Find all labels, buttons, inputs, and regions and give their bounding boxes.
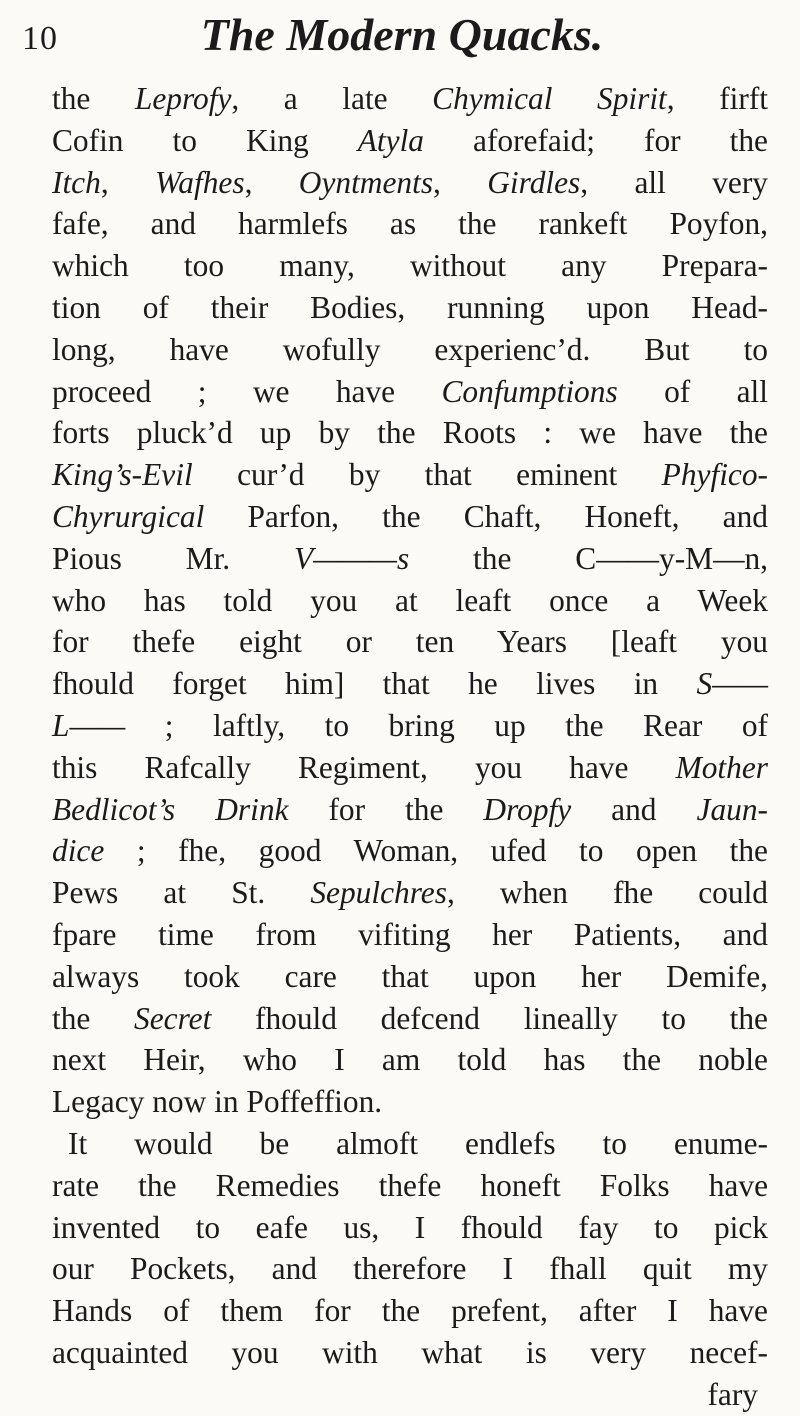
text-run: It would be almoft endlefs to enume- — [68, 1125, 768, 1161]
text-line — [52, 956, 768, 998]
italic-text: Mother — [675, 749, 768, 785]
text-line — [52, 1248, 768, 1290]
text-line — [52, 1123, 768, 1165]
text-run: Hands of them for the prefent, after I have — [52, 1293, 768, 1329]
text-run: , all very — [580, 164, 769, 200]
text-run: and — [571, 791, 697, 827]
text-line — [52, 830, 768, 872]
text-line — [52, 454, 768, 496]
text-run: fhould forget him] that he lives in — [52, 666, 697, 702]
italic-text: V———s — [294, 540, 410, 576]
text-run: Pews at St. — [52, 875, 311, 911]
text-run: , — [433, 164, 488, 200]
italic-text: Jaun- — [696, 791, 768, 827]
text-run: aforefaid; for the — [424, 122, 768, 158]
text-run: this Rafcally Regiment, you have — [52, 749, 676, 785]
italic-text: Chyrurgical — [52, 498, 205, 534]
text-line — [52, 329, 768, 371]
italic-text: King’s-Evil — [52, 457, 193, 493]
text-run: our Pockets, and therefore I fhall quit my — [52, 1251, 768, 1287]
text-line — [52, 1290, 768, 1332]
text-run: forts pluck’d up by the Roots : we have the — [52, 415, 768, 451]
text-run: fpare time from vifiting her Patients, and — [52, 916, 768, 952]
text-line — [52, 245, 768, 287]
body-text — [52, 78, 768, 1416]
text-run: next Heir, who I am told has the noble — [52, 1042, 768, 1078]
text-run: , — [244, 164, 299, 200]
italic-text: Leprofy — [134, 81, 232, 116]
italic-text: Dropfy — [483, 791, 572, 827]
italic-text: Wafhes — [155, 164, 245, 200]
italic-text: Girdles — [487, 164, 581, 200]
text-run: , when fhe could — [446, 875, 768, 911]
text-run: , a late — [231, 81, 433, 116]
text-run: fafe, and harmlefs as the rankeft Poyfon, — [52, 206, 768, 242]
text-run: Parfon, the Chaft, Honeft, and — [204, 498, 768, 534]
text-line — [52, 580, 768, 622]
text-run: which too many, without any Prepara- — [52, 248, 768, 284]
text-line — [52, 1081, 768, 1123]
text-run: for the — [288, 791, 484, 827]
italic-text: Bedlicot’s — [52, 791, 176, 827]
italic-text: Oyntments — [298, 164, 434, 200]
italic-text: Secret — [134, 1000, 212, 1036]
text-line — [52, 538, 768, 580]
running-title: The Modern Quacks. — [200, 9, 604, 60]
text-line — [52, 621, 768, 663]
text-run: tion of their Bodies, running upon Head- — [52, 289, 768, 325]
text-run: long, have wofully experienc’d. But to — [52, 331, 768, 367]
text-line — [52, 496, 768, 538]
text-line — [52, 162, 768, 204]
italic-text: Confumptions — [441, 373, 618, 409]
text-run — [175, 792, 215, 827]
text-run: of all — [617, 373, 768, 409]
italic-text: Chymical Spirit — [432, 81, 667, 116]
italic-text: Atyla — [357, 122, 424, 158]
text-line — [52, 120, 768, 162]
text-line — [52, 705, 768, 747]
text-run: Pious Mr. — [52, 540, 295, 576]
text-run: , firft — [666, 81, 768, 116]
text-run: Legacy now in Poffeffion. — [52, 1084, 383, 1120]
italic-text: Itch — [52, 164, 101, 200]
text-line — [52, 1332, 768, 1374]
italic-text: Drink — [215, 791, 289, 827]
italic-text: L—— — [52, 707, 126, 743]
text-run: invented to eafe us, I fhould fay to pick — [52, 1209, 768, 1245]
italic-text: dice — [52, 833, 105, 869]
text-line — [52, 914, 768, 956]
text-run: the C——y-M—n, — [409, 540, 768, 576]
text-line — [52, 1207, 768, 1249]
italic-text: S—— — [696, 666, 768, 702]
text-line — [52, 663, 768, 705]
text-run: fary — [707, 1376, 758, 1412]
text-line — [52, 872, 768, 914]
text-run: ; fhe, good Woman, ufed to open the — [104, 833, 768, 869]
text-run: fhould defcend lineally to the — [211, 1000, 768, 1036]
text-run: who has told you at leaft once a Week — [52, 582, 768, 618]
text-line — [52, 1039, 768, 1081]
page-number: 10 — [22, 20, 58, 57]
text-line — [52, 371, 768, 413]
text-run: , — [100, 164, 156, 200]
text-run: always took care that upon her Demife, — [52, 958, 768, 994]
text-line — [52, 998, 768, 1040]
text-line — [52, 412, 768, 454]
text-line — [52, 203, 768, 245]
text-line — [52, 1165, 768, 1207]
italic-text: Phyfico- — [661, 457, 768, 493]
text-line — [52, 78, 768, 120]
text-run: cur’d by that eminent — [192, 457, 662, 493]
text-run: for thefe eight or ten Years [leaft you — [52, 624, 768, 660]
text-run: rate the Remedies thefe honeft Folks have — [52, 1167, 768, 1203]
text-run: ; laftly, to bring up the Rear of — [125, 707, 768, 743]
page-header — [22, 6, 782, 70]
text-line — [52, 789, 768, 831]
text-run: the — [52, 81, 135, 116]
text-line — [52, 287, 768, 329]
text-run: proceed ; we have — [52, 373, 442, 409]
text-run: Cofin to King — [52, 122, 358, 158]
text-run: the — [52, 1000, 135, 1036]
text-line — [52, 747, 768, 789]
italic-text: Sepulchres — [310, 875, 447, 911]
text-run: acquainted you with what is very necef- — [52, 1334, 768, 1370]
